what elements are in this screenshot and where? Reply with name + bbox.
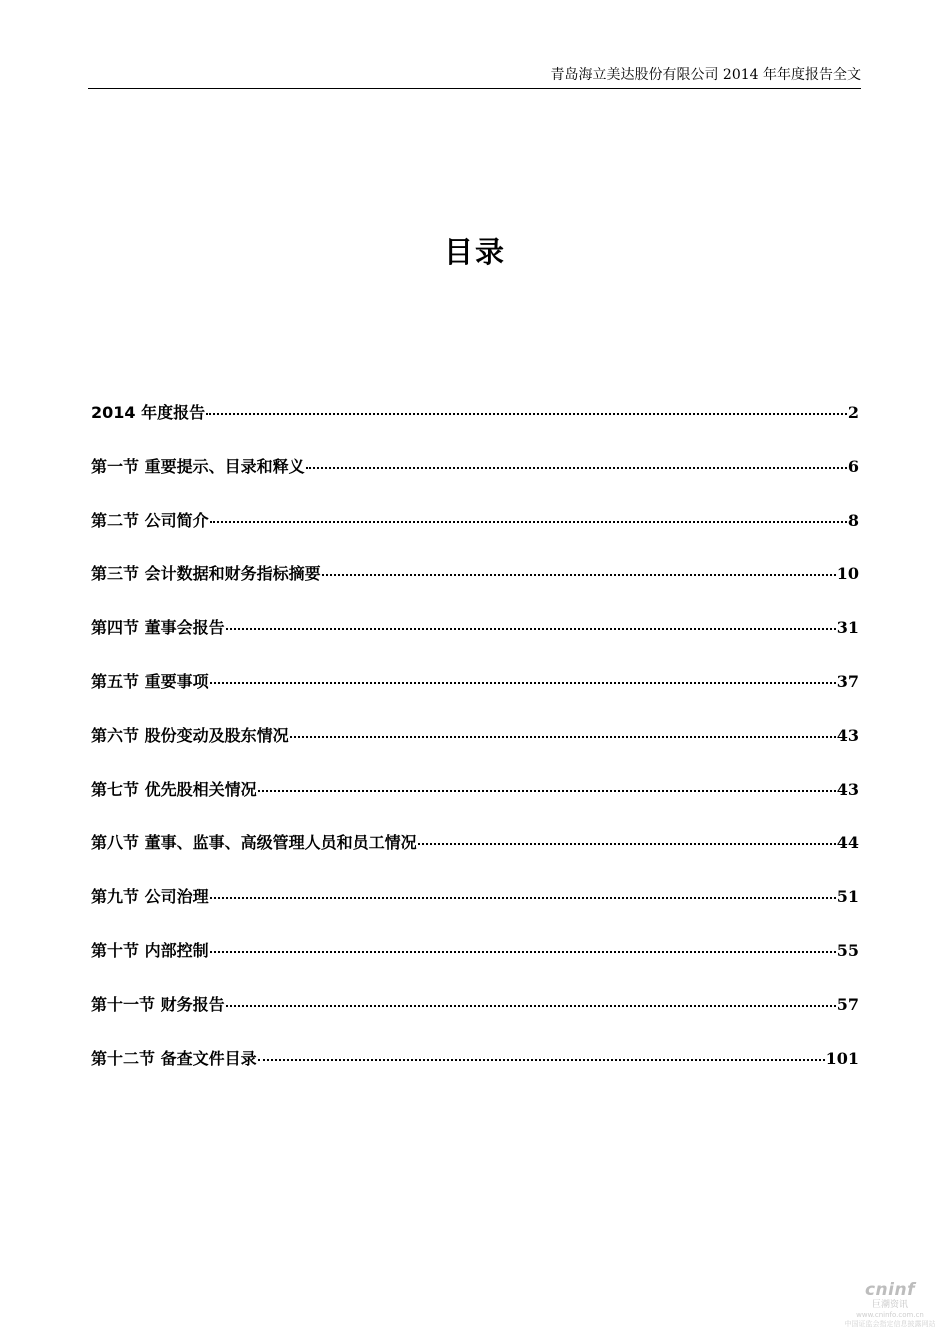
cninfo-watermark [840, 1280, 940, 1336]
toc-entry[interactable] [91, 938, 859, 992]
toc-entry-page: 2 [847, 403, 859, 422]
toc-entry-page: 31 [836, 618, 859, 638]
toc-leader-dots [258, 790, 836, 792]
toc-leader-dots [210, 682, 836, 684]
toc-entry-label: 第五节 重要事项 [91, 671, 209, 691]
toc-entry-label: 第一节 重要提示、目录和释义 [91, 456, 305, 476]
toc-entry-page: 51 [836, 887, 859, 907]
toc-leader-dots [210, 897, 836, 899]
toc-leader-dots [210, 951, 836, 953]
toc-entry-page: 57 [836, 994, 859, 1014]
toc-entry[interactable] [91, 615, 859, 669]
page-title: 目录 [443, 235, 506, 269]
toc-entry[interactable] [91, 400, 859, 454]
watermark-url: www.cninfo.com.cn [856, 1311, 924, 1319]
toc-leader-dots [226, 628, 836, 630]
toc-leader-dots [206, 413, 847, 415]
toc-entry-label: 2014 年度报告 [91, 403, 206, 422]
header-text: 青岛海立美达股份有限公司 2014 年年度报告全文 [550, 67, 861, 83]
toc-entry-label: 第十一节 财务报告 [91, 994, 225, 1014]
toc-entry[interactable] [91, 561, 859, 615]
toc-entry[interactable] [91, 669, 859, 723]
toc-entry-page: 43 [836, 725, 859, 745]
toc-leader-dots [306, 467, 847, 469]
toc-entry-page: 8 [847, 510, 859, 530]
toc-entry[interactable] [91, 992, 859, 1046]
toc-leader-dots [226, 1005, 836, 1007]
toc-leader-dots [418, 843, 836, 845]
table-of-contents [91, 400, 859, 1099]
watermark-footer: 中国证监会指定信息披露网站 [844, 1320, 936, 1328]
toc-entry-page: 37 [836, 671, 859, 691]
toc-entry[interactable] [91, 830, 859, 884]
toc-entry-label: 第三节 会计数据和财务指标摘要 [91, 564, 321, 584]
watermark-name: 巨潮资讯 [871, 1300, 908, 1310]
toc-leader-dots [258, 1059, 825, 1061]
toc-entry-page: 101 [825, 1048, 859, 1068]
toc-leader-dots [210, 521, 847, 523]
toc-entry-page: 44 [836, 833, 859, 853]
toc-entry-label: 第六节 股份变动及股东情况 [91, 725, 289, 745]
page-header [88, 66, 861, 89]
toc-entry[interactable] [91, 1046, 859, 1100]
toc-entry-label: 第九节 公司治理 [91, 887, 209, 907]
toc-entry-page: 6 [847, 456, 859, 476]
toc-entry-label: 第八节 董事、监事、高级管理人员和员工情况 [91, 833, 417, 853]
toc-entry[interactable] [91, 777, 859, 831]
cninfo-logo: cninf [864, 1280, 915, 1300]
toc-entry[interactable] [91, 508, 859, 562]
toc-entry-page: 43 [836, 779, 859, 799]
toc-entry[interactable] [91, 884, 859, 938]
toc-entry-label: 第四节 董事会报告 [91, 618, 225, 638]
toc-entry[interactable] [91, 454, 859, 508]
toc-entry[interactable] [91, 723, 859, 777]
toc-entry-label: 第十二节 备查文件目录 [91, 1048, 257, 1068]
toc-entry-page: 10 [836, 564, 859, 584]
toc-leader-dots [322, 574, 836, 576]
toc-leader-dots [290, 736, 836, 738]
toc-entry-label: 第七节 优先股相关情况 [91, 779, 257, 799]
toc-entry-label: 第十节 内部控制 [91, 940, 209, 960]
toc-entry-page: 55 [836, 940, 859, 960]
toc-entry-label: 第二节 公司简介 [91, 510, 209, 530]
